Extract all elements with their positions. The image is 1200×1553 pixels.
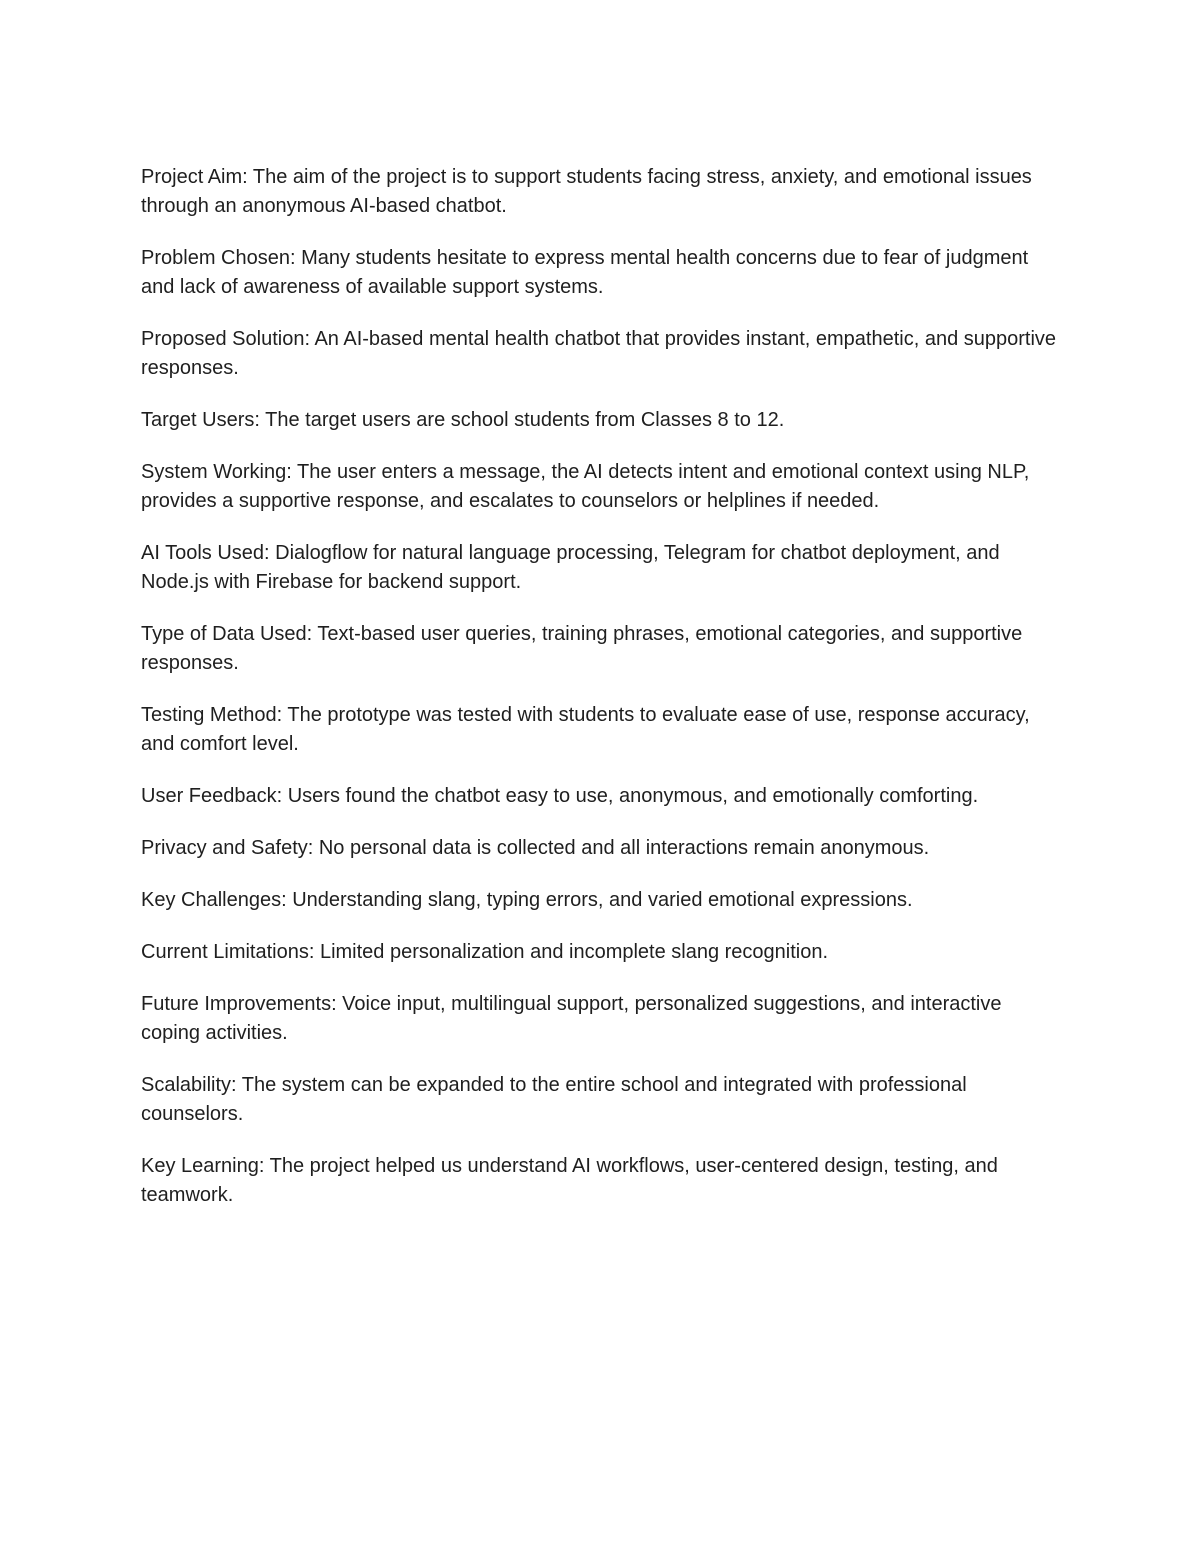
paragraph-proposed-solution: Proposed Solution: An AI-based mental health chatbot that provides instant, empathetic, and supportive responses. xyxy=(141,328,1057,379)
paragraph-user-feedback: User Feedback: Users found the chatbot easy to use, anonymous, and emotionally comforting. xyxy=(141,785,979,807)
document-body xyxy=(141,163,1061,1233)
paragraph-testing-method: Testing Method: The prototype was tested with students to evaluate ease of use, response accuracy, and comfort level. xyxy=(141,704,1030,755)
paragraph-privacy-and-safety: Privacy and Safety: No personal data is collected and all interactions remain anonymous. xyxy=(141,837,930,859)
paragraph-target-users: Target Users: The target users are school students from Classes 8 to 12. xyxy=(141,409,785,431)
paragraph-future-improvements: Future Improvements: Voice input, multilingual support, personalized suggestions, and interactive coping activities. xyxy=(141,993,1002,1044)
paragraph-project-aim: Project Aim: The aim of the project is to support students facing stress, anxiety, and emotional issues through an anonymous AI-based chatbot. xyxy=(141,166,1032,217)
paragraph-key-challenges: Key Challenges: Understanding slang, typing errors, and varied emotional expressions. xyxy=(141,889,913,911)
paragraph-current-limitations: Current Limitations: Limited personalization and incomplete slang recognition. xyxy=(141,941,829,963)
paragraph-type-of-data-used: Type of Data Used: Text-based user queries, training phrases, emotional categories, and supportive responses. xyxy=(141,623,1023,674)
paragraph-scalability: Scalability: The system can be expanded to the entire school and integrated with professional counselors. xyxy=(141,1074,967,1125)
paragraph-system-working: System Working: The user enters a message, the AI detects intent and emotional context using NLP, provides a supportive response, and escalates to counselors or helplines if needed. xyxy=(141,461,1030,512)
paragraph-problem-chosen: Problem Chosen: Many students hesitate to express mental health concerns due to fear of judgment and lack of awareness of available support systems. xyxy=(141,247,1029,298)
paragraph-key-learning: Key Learning: The project helped us understand AI workflows, user-centered design, testing, and teamwork. xyxy=(141,1155,998,1206)
paragraph-ai-tools-used: AI Tools Used: Dialogflow for natural language processing, Telegram for chatbot deployment, and Node.js with Firebase for backend support. xyxy=(141,542,1000,593)
